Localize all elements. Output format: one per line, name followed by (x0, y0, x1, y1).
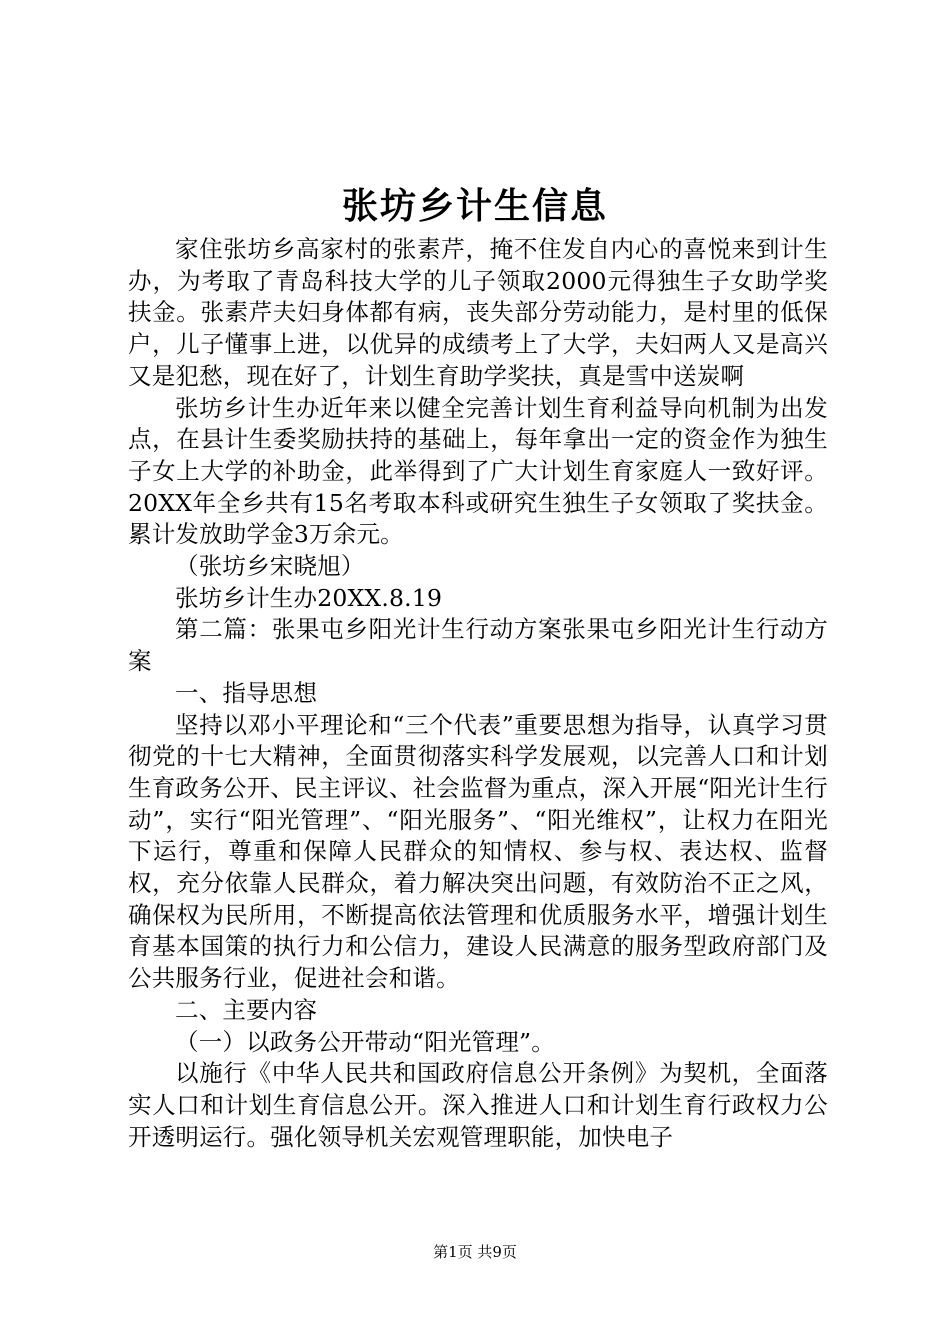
subheading-sunshine-management: （一）以政务公开带动“阳光管理”。 (175, 1027, 555, 1056)
paragraph-2: 张坊乡计生办近年来以健全完善计划生育利益导向机制为出发点，在县计生委奖励扶持的基础上，每年拿出一定的资金作为独生子女上大学的补助金，此举得到了广大计划生育家庭人一致好评。20XX年全乡共有15名考取本科或研究生独生子女领取了奖扶金。累计发放助学金3万余元。 (128, 393, 828, 549)
paragraph-guiding-thought: 坚持以邓小平理论和“三个代表”重要思想为指导，认真学习贯彻党的十七大精神，全面贯彻落实科学发展观，以完善人口和计划生育政务公开、民主评议、社会监督为重点，深入开展“阳光计生行动”，实行“阳光管理”、“阳光服务”、“阳光维权”，让权力在阳光下运行，尊重和保障人民群众的知情权、参与权、表达权、监督权，充分依靠人民群众，着力解决突出问题，有效防治不正之风，确保权为民所用，不断提高依法管理和优质服务水平，增强计划生育基本国策的执行力和公信力，建设人民满意的服务型政府部门及公共服务行业，促进社会和谐。 (128, 710, 828, 993)
author-signature: （张坊乡宋晓旭） (175, 552, 365, 581)
heading-guiding-thought: 一、指导思想 (175, 678, 318, 707)
page-footer: 第1页 共9页 (433, 1243, 517, 1261)
document-title: 张坊乡计生信息 (341, 186, 608, 227)
document-body (128, 234, 828, 1153)
author-date: 张坊乡计生办20XX.8.19 (175, 583, 443, 612)
heading-main-content: 二、主要内容 (175, 995, 318, 1024)
paragraph-1: 家住张坊乡高家村的张素芹，掩不住发自内心的喜悦来到计生办，为考取了青岛科技大学的儿子领取2000元得独生子女助学奖扶金。张素芹夫妇身体都有病，丧失部分劳动能力，是村里的低保户，儿子懂事上进，以优异的成绩考上了大学，夫妇两人又是高兴又是犯愁，现在好了，计划生育助学奖扶，真是雪中送炭啊 (128, 235, 828, 390)
section-heading-part2: 第二篇：张果屯乡阳光计生行动方案张果屯乡阳光计生行动方案 (128, 615, 828, 676)
paragraph-info-disclosure: 以施行《中华人民共和国政府信息公开条例》为契机，全面落实人口和计划生育信息公开。深入推进人口和计划生育行政权力公开透明运行。强化领导机关宏观管理职能，加快电子 (128, 1059, 828, 1151)
